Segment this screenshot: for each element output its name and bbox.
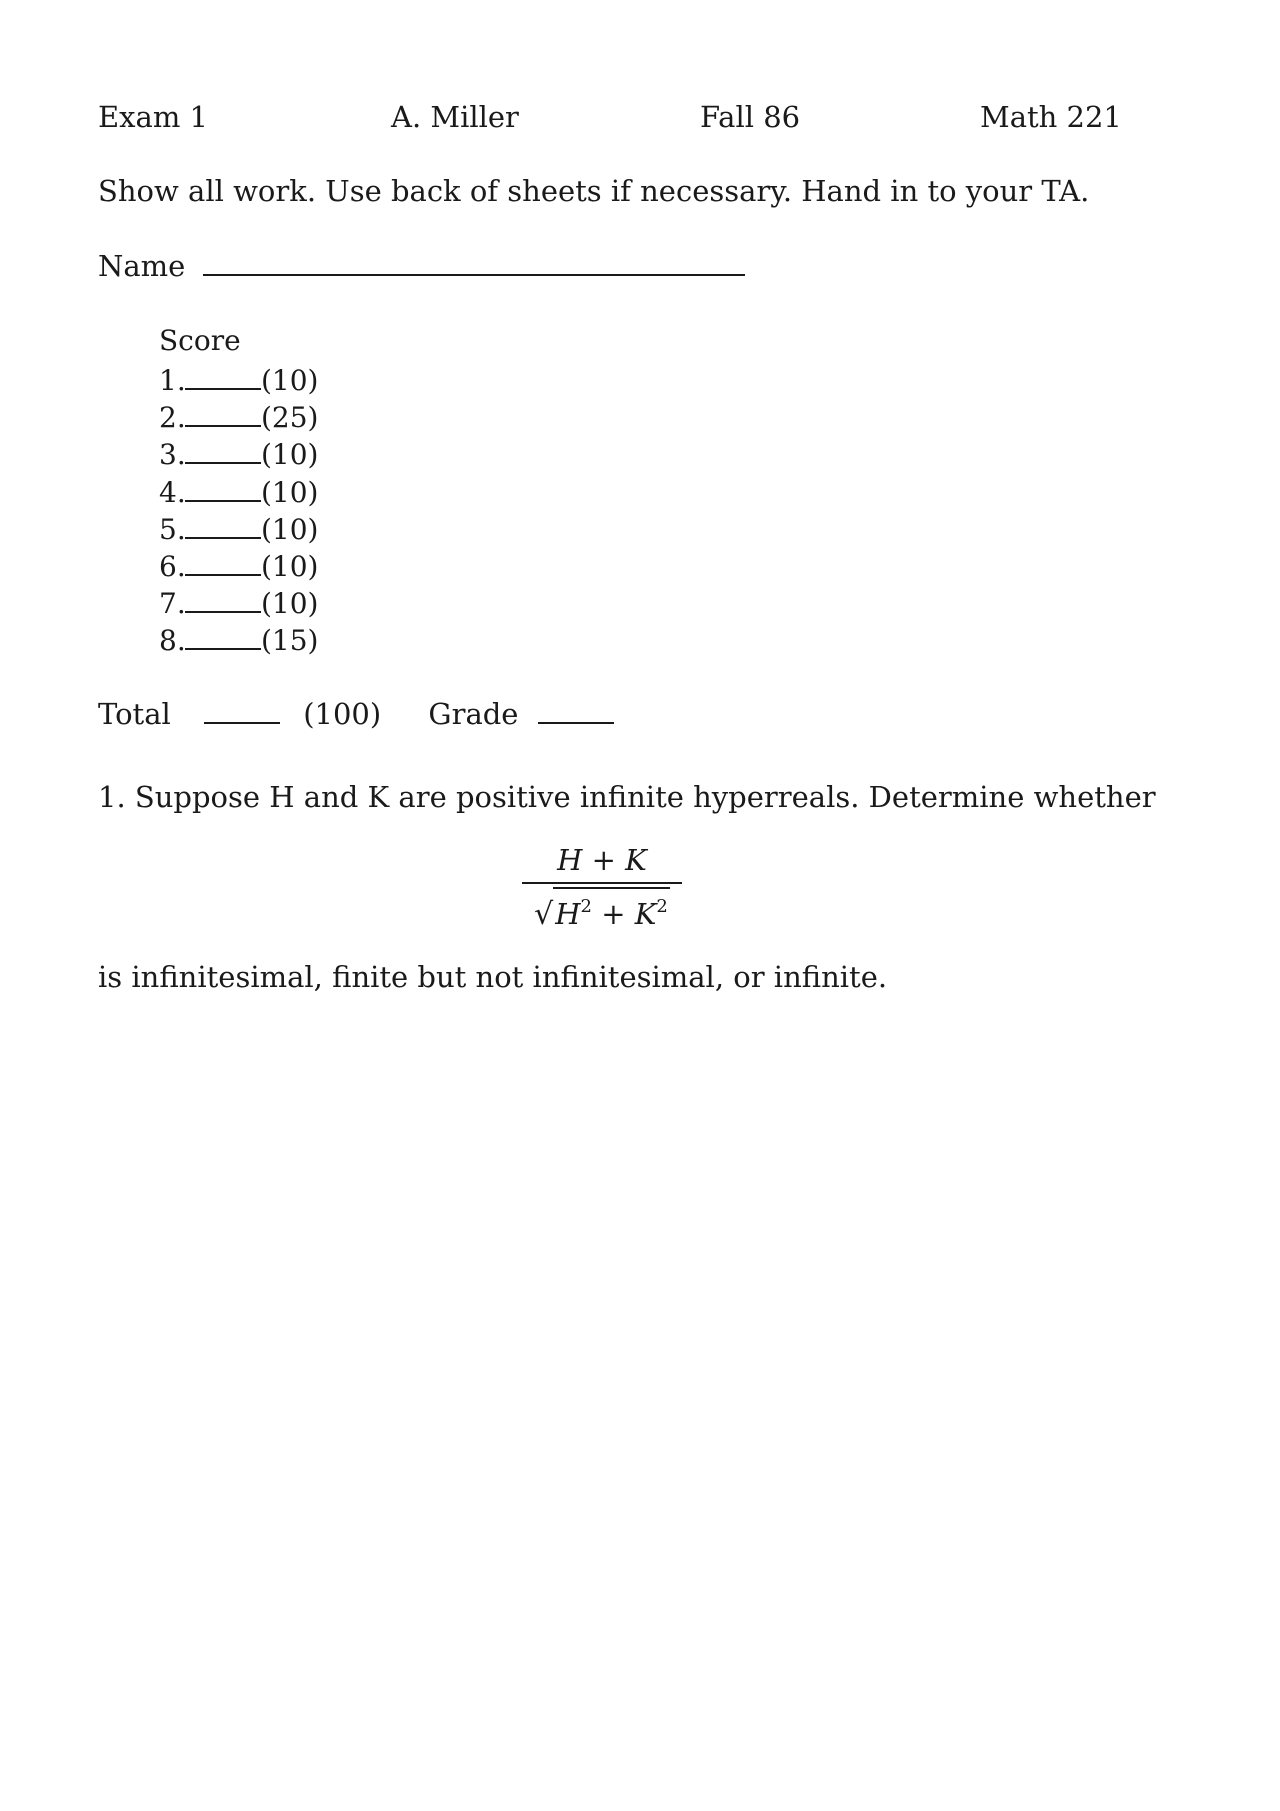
total-row	[98, 697, 614, 731]
radicand-h: H	[555, 897, 581, 931]
score-row-number: 4.	[159, 475, 186, 509]
score-row-number: 7.	[159, 587, 186, 621]
total-label: Total	[98, 697, 171, 731]
problem-1-fraction	[522, 842, 682, 933]
grade-blank[interactable]	[538, 721, 614, 724]
square-root	[534, 887, 670, 933]
score-row-points: (10)	[261, 438, 319, 472]
score-row-blank[interactable]	[185, 387, 261, 390]
fraction-bar	[522, 882, 682, 884]
score-row	[159, 362, 318, 399]
problem-1-conclusion: is infinitesimal, finite but not infinitesimal, or infinite.	[98, 960, 888, 994]
score-row	[159, 436, 318, 473]
header-course: Math 221	[980, 100, 1122, 134]
header-exam: Exam 1	[98, 100, 208, 134]
instructions: Show all work. Use back of sheets if necessary. Hand in to your TA.	[98, 174, 1090, 208]
radicand-k: K	[634, 897, 657, 931]
score-row-points: (10)	[261, 587, 319, 621]
name-label: Name	[98, 249, 186, 283]
header-instructor: A. Miller	[391, 100, 519, 134]
score-row-number: 3.	[159, 438, 186, 472]
radicand	[553, 887, 670, 932]
score-row	[159, 622, 318, 659]
score-row	[159, 548, 318, 585]
score-row-number: 1.	[159, 364, 186, 397]
score-row-blank[interactable]	[185, 610, 261, 613]
score-row-points: (10)	[261, 475, 319, 509]
name-blank[interactable]	[203, 273, 745, 276]
score-row-blank[interactable]	[185, 536, 261, 539]
score-row-points: (10)	[261, 512, 319, 546]
score-row-number: 8.	[159, 624, 186, 658]
score-row	[159, 585, 318, 622]
exponent-k: 2	[656, 896, 668, 917]
score-row-number: 6.	[159, 550, 186, 583]
score-row-points: (10)	[261, 364, 319, 397]
score-row-blank[interactable]	[185, 424, 261, 427]
plus-sign: +	[592, 897, 635, 931]
fraction-numerator: H + K	[557, 843, 647, 877]
name-row	[98, 249, 745, 283]
score-row-points: (10)	[261, 550, 319, 583]
score-row-number: 5.	[159, 512, 186, 546]
grade-label: Grade	[428, 697, 519, 731]
score-title: Score	[159, 324, 241, 357]
score-row-blank[interactable]	[185, 461, 261, 464]
score-row-blank[interactable]	[185, 573, 261, 576]
problem-1-intro: 1. Suppose H and K are positive infinite hyperreals. Determine whether	[98, 780, 1156, 814]
score-row	[159, 474, 318, 511]
score-row-blank[interactable]	[185, 499, 261, 502]
fraction-denominator	[522, 887, 682, 933]
score-row-number: 2.	[159, 401, 186, 435]
header-term: Fall 86	[700, 100, 801, 134]
score-row	[159, 399, 318, 436]
radical-icon: √	[534, 897, 554, 932]
total-points: (100)	[303, 697, 382, 731]
score-row-points: (25)	[261, 401, 319, 435]
exponent-h: 2	[580, 896, 592, 917]
total-blank[interactable]	[204, 721, 280, 724]
score-row	[159, 511, 318, 548]
score-row-blank[interactable]	[185, 647, 261, 650]
score-row-points: (15)	[261, 624, 319, 658]
